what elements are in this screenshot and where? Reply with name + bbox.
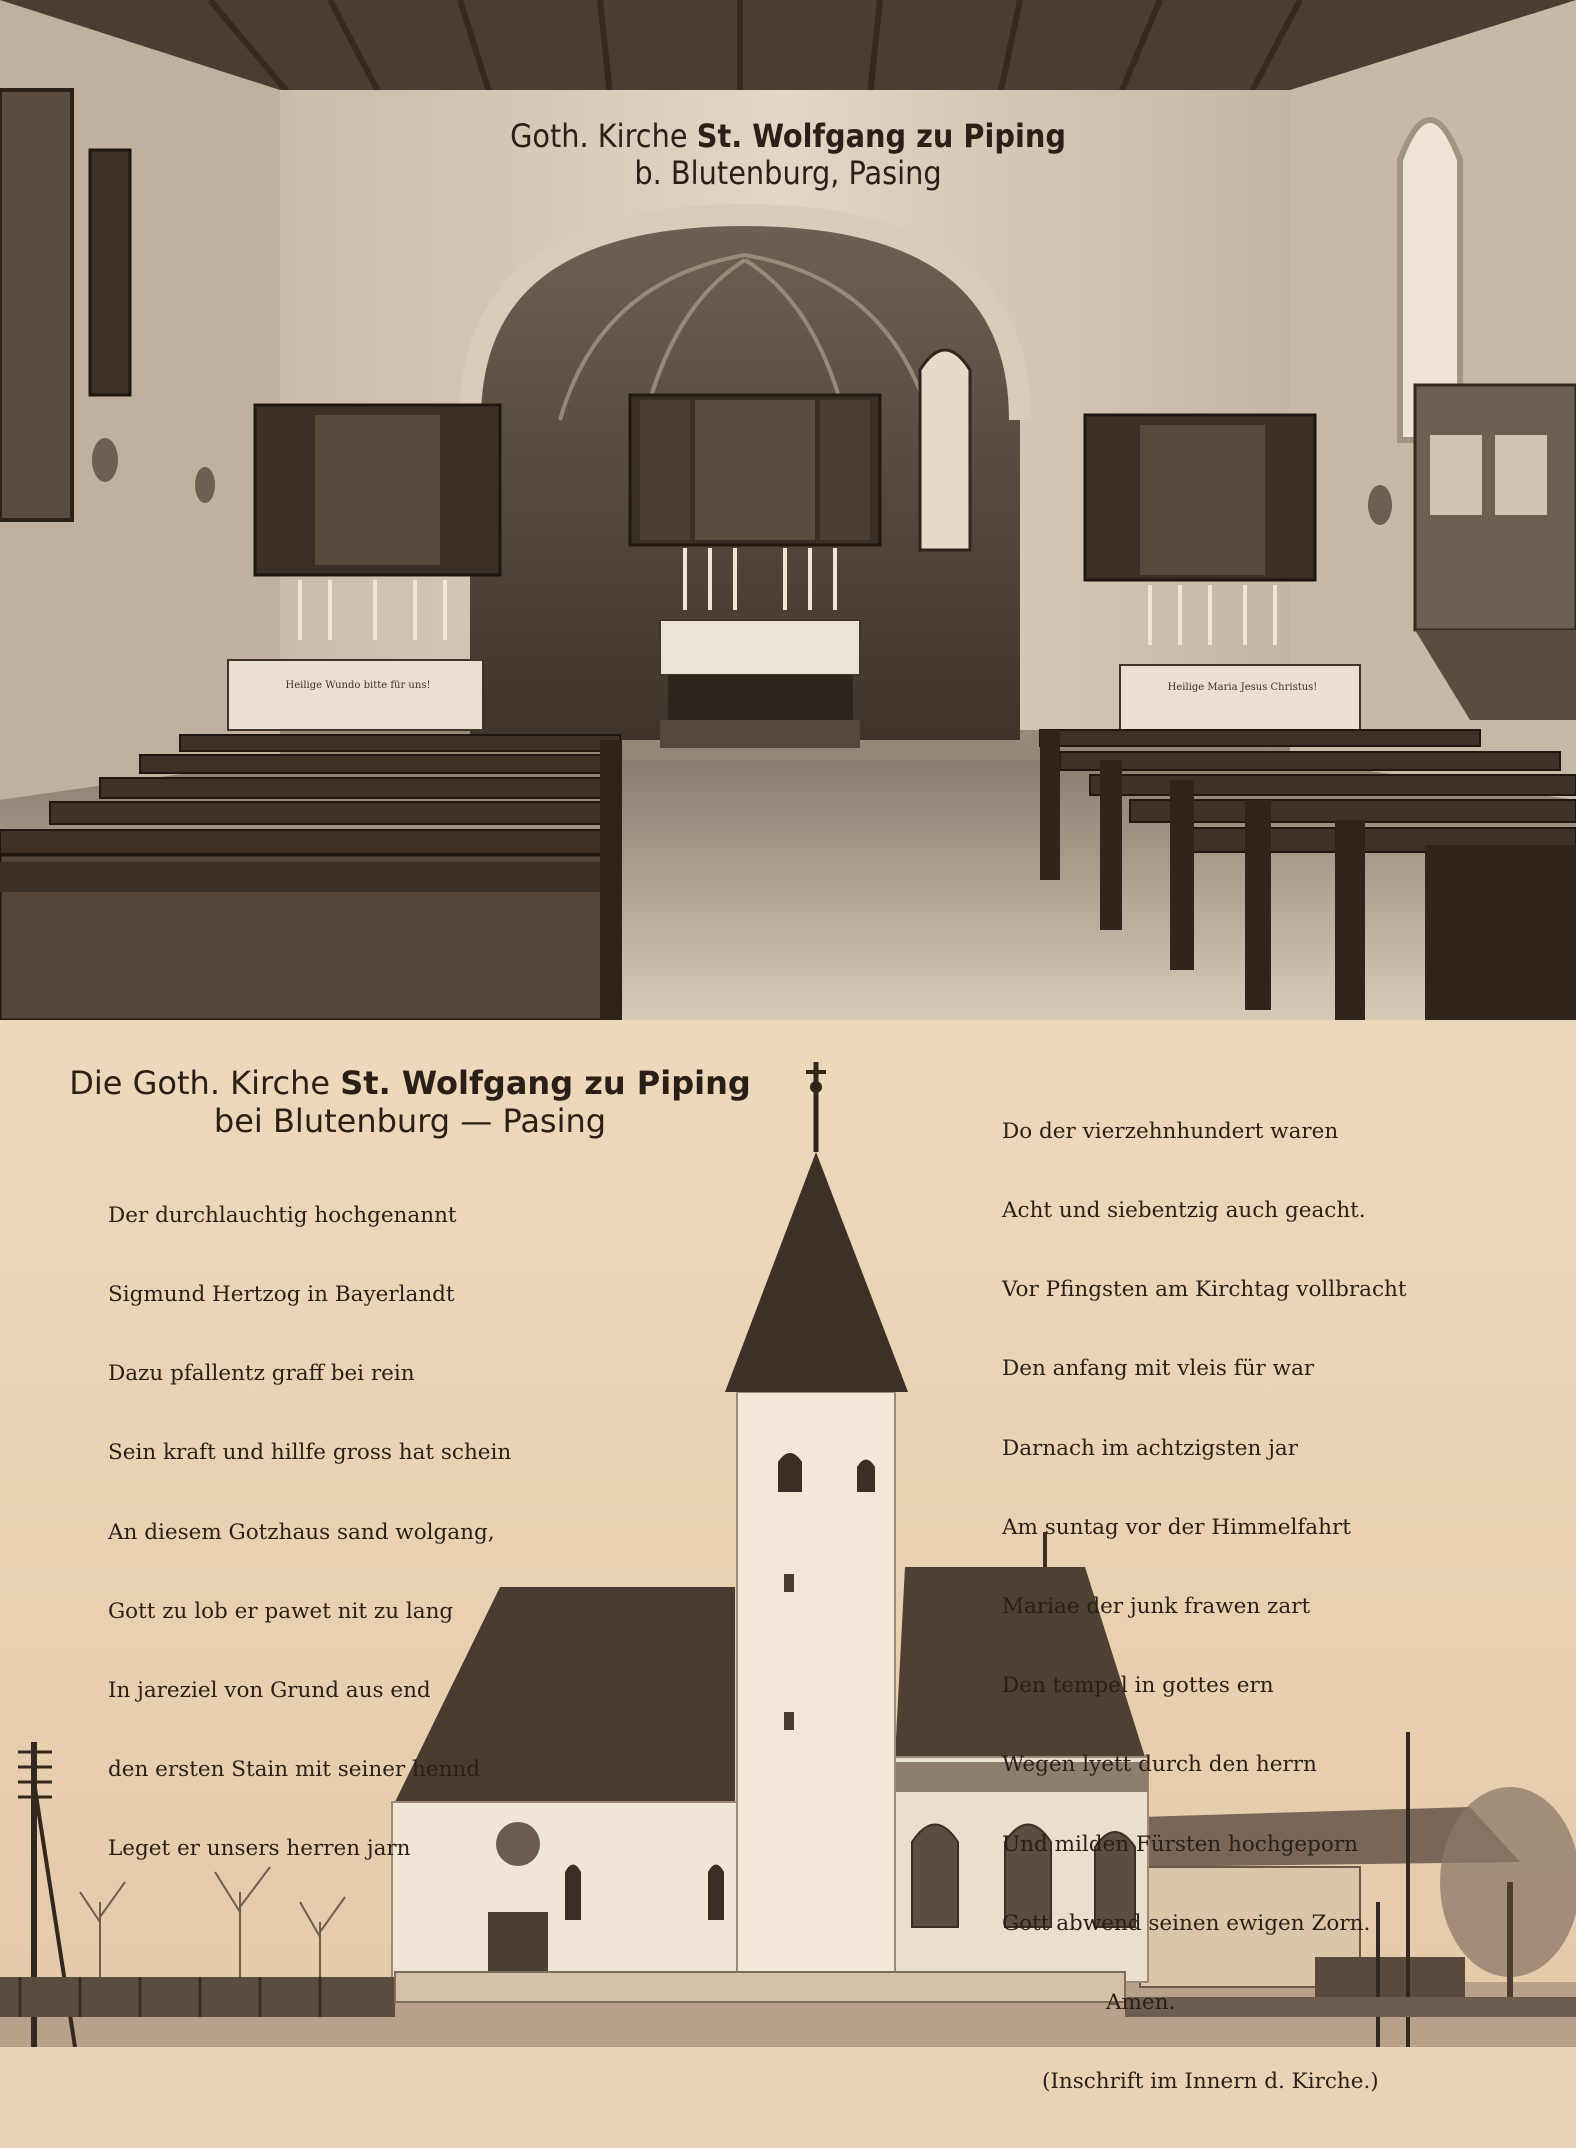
altar-cloth-right-text: Heilige Maria Jesus Christus! <box>1167 682 1318 693</box>
poem-line: Do der vierzehnhundert waren <box>1002 1118 1339 1144</box>
church-interior-photo <box>0 0 1576 1020</box>
poem-source: (Inschrift im Innern d. Kirche.) <box>1042 2069 1379 2095</box>
heading-prefix: Die Goth. Kirche <box>69 1064 341 1102</box>
poem-line: Wegen lyett durch den herrn <box>1002 1752 1317 1778</box>
poem-line: In jareziel von Grund aus end <box>108 1678 431 1704</box>
poem-line: Der durchlauchtig hochgenannt <box>108 1202 457 1228</box>
caption-bold-name: St. Wolfgang zu Piping <box>696 117 1066 155</box>
exterior-heading <box>60 1064 760 1141</box>
poem-line: Leget er unsers herren jarn <box>108 1836 411 1862</box>
heading-location: bei Blutenburg — Pasing <box>213 1102 607 1141</box>
lower-panel <box>0 1022 1576 2095</box>
poem-right-column <box>1002 1066 1407 2148</box>
poem-line: den ersten Stain mit seiner hennd <box>108 1757 481 1783</box>
poem-line: An diesem Gotzhaus sand wolgang, <box>108 1519 495 1545</box>
poem-line: Und milden Fürsten hochgeporn <box>1002 1831 1358 1857</box>
poem-line: Darnach im achtzigsten jar <box>1002 1435 1298 1461</box>
poem-line: Gott zu lob er pawet nit zu lang <box>108 1598 454 1624</box>
poem-line: Acht und siebentzig auch geacht. <box>1002 1198 1366 1224</box>
poem-line: Am suntag vor der Himmelfahrt <box>1002 1514 1351 1540</box>
poem-line: Vor Pfingsten am Kirchtag vollbracht <box>1002 1277 1407 1303</box>
poem-line: Sigmund Hertzog in Bayerlandt <box>108 1282 455 1308</box>
poem-line: Den tempel in gottes ern <box>1002 1673 1274 1699</box>
poem-line: Den anfang mit vleis für war <box>1002 1356 1315 1382</box>
poem-line: Mariae der junk frawen zart <box>1002 1594 1311 1620</box>
poem-amen: Amen. <box>1106 1990 1176 2016</box>
heading-bold-name: St. Wolfgang zu Piping <box>340 1064 751 1102</box>
poem-line: Sein kraft und hillfe gross hat schein <box>108 1440 512 1466</box>
poem-left-column <box>108 1150 511 1916</box>
caption-prefix: Goth. Kirche <box>510 117 697 155</box>
interior-caption <box>0 118 1576 192</box>
caption-location: b. Blutenburg, Pasing <box>634 153 942 192</box>
poem-line: Dazu pfallentz graff bei rein <box>108 1361 415 1387</box>
poem-line: Gott abwend seinen ewigen Zorn. <box>1002 1910 1371 1936</box>
altar-cloth-left-text: Heilige Wundo bitte für uns! <box>285 680 431 691</box>
